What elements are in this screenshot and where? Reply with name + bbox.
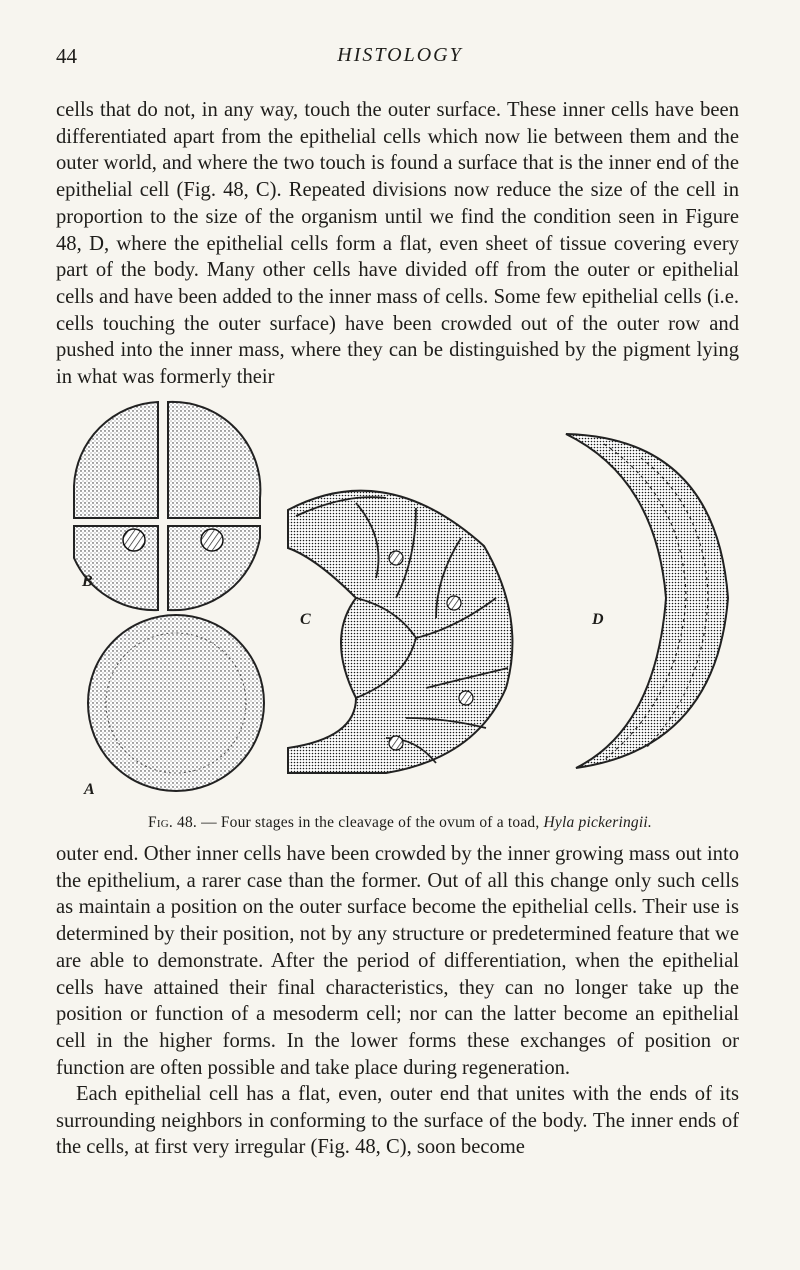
figure-caption (0, 814, 800, 832)
cleavage-illustration (56, 398, 740, 808)
stage-d-drawing (566, 434, 728, 768)
caption-text: — Four stages in the cleavage of the ovum of a toad, (201, 814, 540, 831)
stage-c-drawing (288, 491, 512, 773)
stage-a-drawing (83, 615, 264, 798)
label-d: D (592, 611, 604, 628)
stage-b-drawing (74, 402, 260, 610)
paragraph-2: outer end. Other inner cells have been crowded by the inner growing mass out into the epithelium, a rarer case than the former. Out of all this change only such cells as maintain a position on the outer surface become the epithelial cells. Their use is determined by their position, not by any structure or predetermined feature that we are able to demonstrate. After the period of differentiation, when the epithelial cells have attained their final characteristics, they can no longer take up the position or function of a mesoderm cell; nor can the latter become an epithelial cell in the higher forms. In the lower forms these exchanges of position or function are often possible and take place during regeneration. (56, 843, 739, 1079)
page-number: 44 (56, 44, 77, 68)
figure-48 (56, 398, 740, 808)
paragraph-3: Each epithelial cell has a flat, even, outer end that unites with the ends of its surrounding neighbors in conforming to the surface of the body. The inner ends of the cells, at first very irregular (Fig. 48, C), soon become (56, 1083, 739, 1159)
label-a: A (84, 781, 95, 798)
running-head: HISTOLOGY (337, 44, 463, 66)
label-c: C (300, 611, 311, 628)
paragraph-1: cells that do not, in any way, touch the outer surface. These inner cells have been differentiated apart from the epithelial cells which now lie between them and the outer world, and where the two touch is found a surface that is the inner end of the epithelial cell (Fig. 48, C). Repeated divisions now reduce the size of the cell in proportion to the size of the organism until we find the condition seen in Figure 48, D, where the epithelial cells form a flat, even sheet of tissue covering every part of the body. Many other cells have divided off from the outer or epithelial cells and have been added to the inner mass of cells. Some few epithelial cells (i.e. cells touching the outer surface) have been crowded out of the outer row and pushed into the inner mass, where they can be distinguished by the pigment lying in what was formerly their (56, 99, 739, 389)
caption-prefix: Fig. 48. (148, 814, 197, 831)
caption-species: Hyla pickeringii. (543, 814, 652, 831)
label-b: B (82, 573, 93, 590)
